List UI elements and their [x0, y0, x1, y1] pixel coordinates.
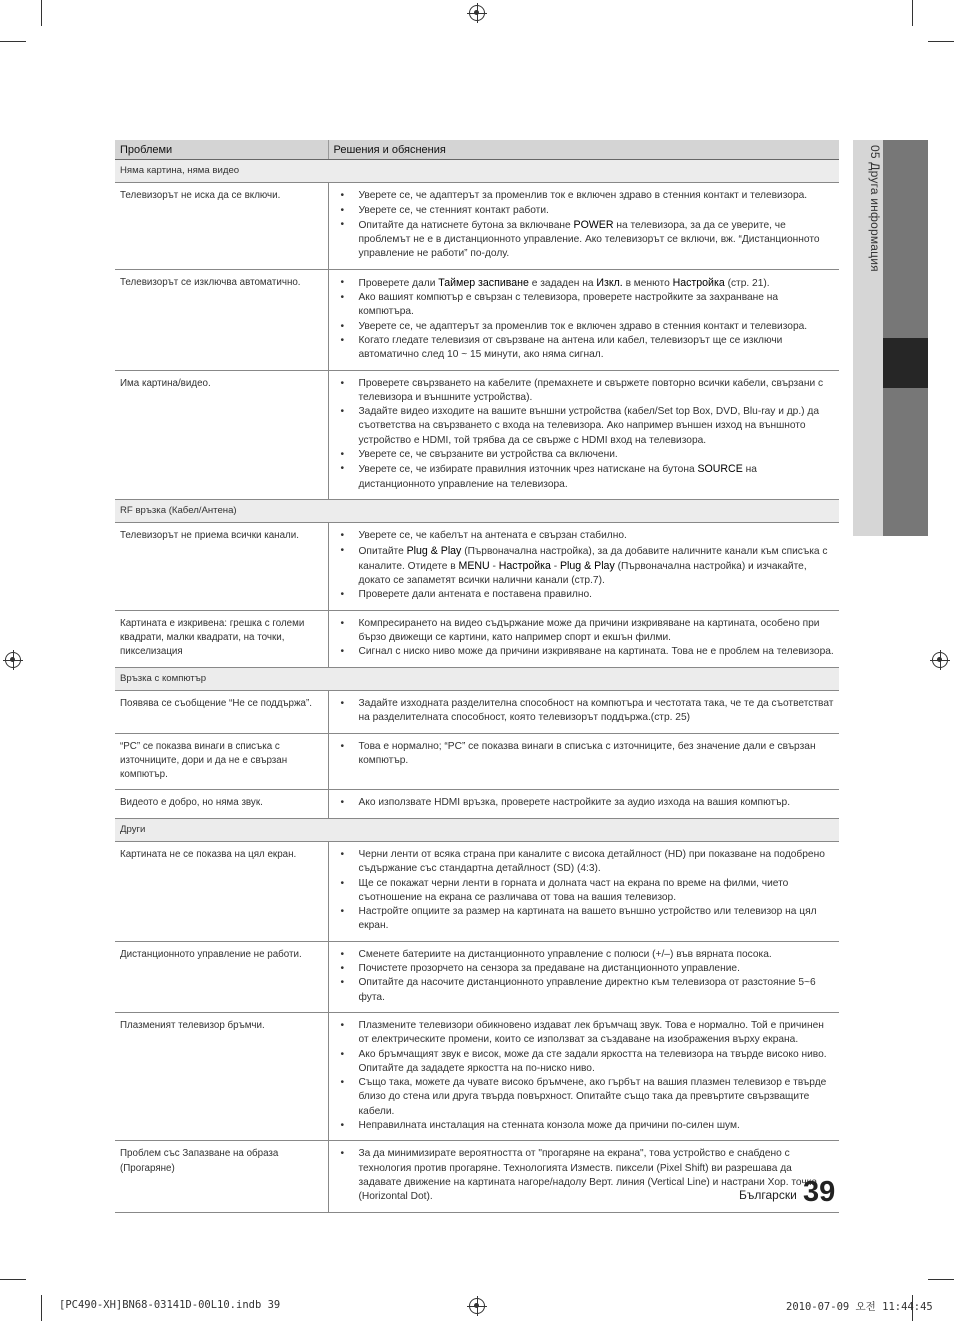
problem-cell: Появява се съобщение “Не се поддържа”.	[115, 690, 328, 733]
section-header-row	[115, 160, 839, 183]
solution-item: • Ще се покажат черни ленти в горната и долната част на екрана по време на филми, чието съотношение на екрана се различава от това на вашия телевизор.	[339, 877, 836, 906]
registration-mark-icon	[469, 5, 485, 21]
table-header-row	[115, 140, 839, 160]
problem-cell: Дистанционното управление не работи.	[115, 941, 328, 1012]
solution-item: • Опитайте Plug & Play (Първоначална настройка), за да добавите наличните канали към списъка с каналите. Отидете в MENU - Настройка - Plug & Play (Първоначална настройка) и изчакайте, докато се запаметят всички налични канали (стр.7).	[339, 544, 836, 589]
solution-cell	[328, 733, 839, 790]
section-header-row	[115, 499, 839, 522]
crop-mark	[41, 0, 42, 26]
solution-item: • Уверете се, че адаптерът за променлив ток е включен здраво в стенния контакт и телевизора.	[339, 320, 836, 334]
solution-cell	[328, 941, 839, 1012]
solution-cell	[328, 183, 839, 269]
section-header-row	[115, 818, 839, 841]
crop-mark	[928, 41, 954, 42]
solution-list	[339, 617, 836, 660]
table-row	[115, 841, 839, 941]
table-row	[115, 1012, 839, 1140]
problem-cell: Телевизорът не иска да се включи.	[115, 183, 328, 269]
solution-item: • Опитайте да насочите дистанционното управление директно към телевизора от разстояние 5~6 фута.	[339, 976, 836, 1005]
ui-term: POWER	[573, 218, 614, 231]
registration-mark-icon	[932, 652, 948, 668]
table-row	[115, 790, 839, 818]
solution-cell	[328, 269, 839, 370]
solution-list	[339, 740, 836, 769]
solution-item: • Проверете свързването на кабелите (премахнете и свържете повторно всички кабели, свързани с телевизора и външните устройства).	[339, 377, 836, 406]
problem-cell: Проблем със Запазване на образа (Прогаряне)	[115, 1141, 328, 1212]
crop-mark	[912, 0, 913, 26]
solution-item: • За да минимизирате вероятността от "прогаряне на екрана", това устройство е снабдено с технология против прогаряне. Технологията Изместв. пиксели (Pixel Shift) ви разрешава да задавате движение на картината нагоре/надолу Верт. линия (Vertical Line) и настрани Хор. точка (Horizontal Dot).	[339, 1147, 836, 1204]
solution-cell	[328, 1012, 839, 1140]
solution-item: • Уверете се, че избирате правилния източник чрез натискане на бутона SOURCE на дистанционното управление на телевизора.	[339, 462, 836, 492]
solution-cell	[328, 790, 839, 818]
solution-list	[339, 848, 836, 934]
registration-mark-icon	[5, 652, 21, 668]
solution-cell	[328, 370, 839, 499]
solution-cell	[328, 841, 839, 941]
print-slug-file: [PC490-XH]BN68-03141D-00L10.indb 39	[59, 1299, 281, 1311]
ui-term: SOURCE	[697, 463, 743, 476]
ui-term: Таймер заспиване	[438, 276, 529, 289]
crop-mark	[0, 41, 26, 42]
problem-cell: Картината не се показва на цял екран.	[115, 841, 328, 941]
section-title: Връзка с компютър	[115, 667, 839, 690]
solution-cell	[328, 523, 839, 610]
solution-list	[339, 796, 836, 810]
table-row	[115, 690, 839, 733]
solution-item: • Ако използвате HDMI връзка, проверете настройките за аудио изхода на вашия компютър.	[339, 796, 836, 810]
table-row	[115, 269, 839, 370]
table-row	[115, 610, 839, 667]
ui-term: Настройка	[498, 559, 551, 572]
solution-list	[339, 276, 836, 363]
ui-term: Plug & Play	[559, 559, 615, 572]
solution-item: • Компресирането на видео съдържание може да причини изкривяване на картината, особено при бързо движещи се картини, като например спорт и екшън филми.	[339, 617, 836, 646]
column-header-problems: Проблеми	[115, 140, 328, 160]
ui-term: Настройка	[672, 276, 725, 289]
ui-term: Plug & Play	[406, 544, 462, 557]
solution-item: • Уверете се, че адаптерът за променлив ток е включен здраво в стенния контакт и телевизора.	[339, 189, 836, 203]
solution-list	[339, 948, 836, 1005]
troubleshooting-table	[115, 140, 839, 1213]
ui-term: Изкл.	[596, 276, 623, 289]
crop-mark	[41, 1295, 42, 1321]
solution-list	[339, 1019, 836, 1133]
problem-cell: Телевизорът се изключва автоматично.	[115, 269, 328, 370]
solution-item: • Ако бръмчащият звук е висок, може да сте задали яркостта на телевизора на твърде високо ниво. Опитайте да зададете яркостта на по-ниско ниво.	[339, 1048, 836, 1077]
problem-cell: Видеото е добро, но няма звук.	[115, 790, 328, 818]
solution-cell	[328, 610, 839, 667]
solution-item: • Ако вашият компютър е свързан с телевизора, проверете настройките за захранване на компютъра.	[339, 291, 836, 320]
registration-mark-icon	[469, 1298, 485, 1314]
problem-cell: Плазменият телевизор бръмчи.	[115, 1012, 328, 1140]
solution-item: • Плазмените телевизори обикновено издават лек бръмчащ звук. Това е нормално. Той е причинен от електрическите промени, които се използват за създаване на изображения върху екрана.	[339, 1019, 836, 1048]
solution-item: • Опитайте да натиснете бутона за включване POWER на телевизора, за да се уверите, че проблемът не е в дистанционното управление. Ако телевизорът се включи, вж. “Дистанционното управление не работи” по-долу.	[339, 218, 836, 262]
table-body	[115, 160, 839, 1213]
solution-item: • Когато гледате телевизия от свързване на антена или кабел, телевизорът ще се изключи автоматично след 10 ~ 15 минути, ако няма сигнал.	[339, 334, 836, 363]
section-title: Няма картина, няма видео	[115, 160, 839, 183]
column-header-solutions: Решения и обяснения	[328, 140, 839, 160]
page-number: 39	[803, 1176, 836, 1208]
section-title: Други	[115, 818, 839, 841]
section-header-row	[115, 667, 839, 690]
solution-list	[339, 189, 836, 261]
solution-item: • Уверете се, че кабелът на антената е свързан стабилно.	[339, 529, 836, 543]
solution-item: • Това е нормално; “PC” се показва винаги в списъка с източниците, без значение дали е свързан компютър.	[339, 740, 836, 769]
solution-item: • Неправилната инсталация на стенната конзола може да причини по-силен шум.	[339, 1119, 836, 1133]
table-row	[115, 733, 839, 790]
solution-item: • Задайте видео изходите на вашите външни устройства (кабел/Set top Box, DVD, Blu-ray и др.) да съответства на свързването с входа на телевизора. Ако например външен изход на външното устройство е HDMI, той трябва да се свърже с HDMI вход на телевизора.	[339, 405, 836, 448]
solution-item: • Уверете се, че свързаните ви устройства са включени.	[339, 448, 836, 462]
table-row	[115, 941, 839, 1012]
solution-cell	[328, 690, 839, 733]
table-row	[115, 523, 839, 610]
solution-item: • Настройте опциите за размер на картината на вашето външно устройство или телевизор на цял екран.	[339, 905, 836, 934]
chapter-label: 05 Друга информация	[868, 145, 882, 272]
solution-list	[339, 377, 836, 492]
problem-cell: “PC” се показва винаги в списъка с източниците, дори и да не е свързан компютър.	[115, 733, 328, 790]
solution-item: • Почистете прозорчето на сензора за предаване на дистанционното управление.	[339, 962, 836, 976]
crop-mark	[928, 1279, 954, 1280]
problem-cell: Телевизорът не приема всички канали.	[115, 523, 328, 610]
solution-item: • Задайте изходната разделителна способност на компютъра и честотата така, че те да съответстват на разделителната способност, която телевизорът поддържа.(стр. 25)	[339, 697, 836, 726]
chapter-side-tab-marker	[883, 338, 928, 388]
table-row	[115, 1141, 839, 1212]
solution-item: • Уверете се, че стенният контакт работи.	[339, 204, 836, 218]
problem-cell: Има картина/видео.	[115, 370, 328, 499]
print-slug-date: 2010-07-09 오전 11:44:45	[786, 1301, 933, 1313]
solution-item: • Сигнал с ниско ниво може да причини изкривяване на картината. Това не е проблем на телевизора.	[339, 645, 836, 659]
footer-language: Български	[739, 1188, 797, 1202]
crop-mark	[0, 1279, 26, 1280]
ui-term: MENU	[458, 559, 490, 572]
solution-list	[339, 529, 836, 602]
problem-cell: Картината е изкривена: грешка с големи квадрати, малки квадрати, на точки, пикселизация	[115, 610, 328, 667]
solution-item: • Проверете дали Таймер заспиване е зададен на Изкл. в менюто Настройка (стр. 21).	[339, 276, 836, 291]
table-row	[115, 370, 839, 499]
solution-item: • Сменете батериите на дистанционното управление с полюси (+/–) във вярната посока.	[339, 948, 836, 962]
solution-item: • Проверете дали антената е поставена правилно.	[339, 588, 836, 602]
solution-item: • Също така, можете да чувате високо бръмчене, ако гърбът на вашия плазмен телевизор е твърде близо до стена или друга твърда повърхност. Опитайте също така да превъртите свързващите кабели.	[339, 1076, 836, 1119]
solution-list	[339, 697, 836, 726]
solution-item: • Черни ленти от всяка страна при каналите с висока детайлност (HD) при показване на подобрено съдържание със стандартна детайлност (SD) (4:3).	[339, 848, 836, 877]
table-row	[115, 183, 839, 269]
section-title: RF връзка (Кабел/Антена)	[115, 499, 839, 522]
